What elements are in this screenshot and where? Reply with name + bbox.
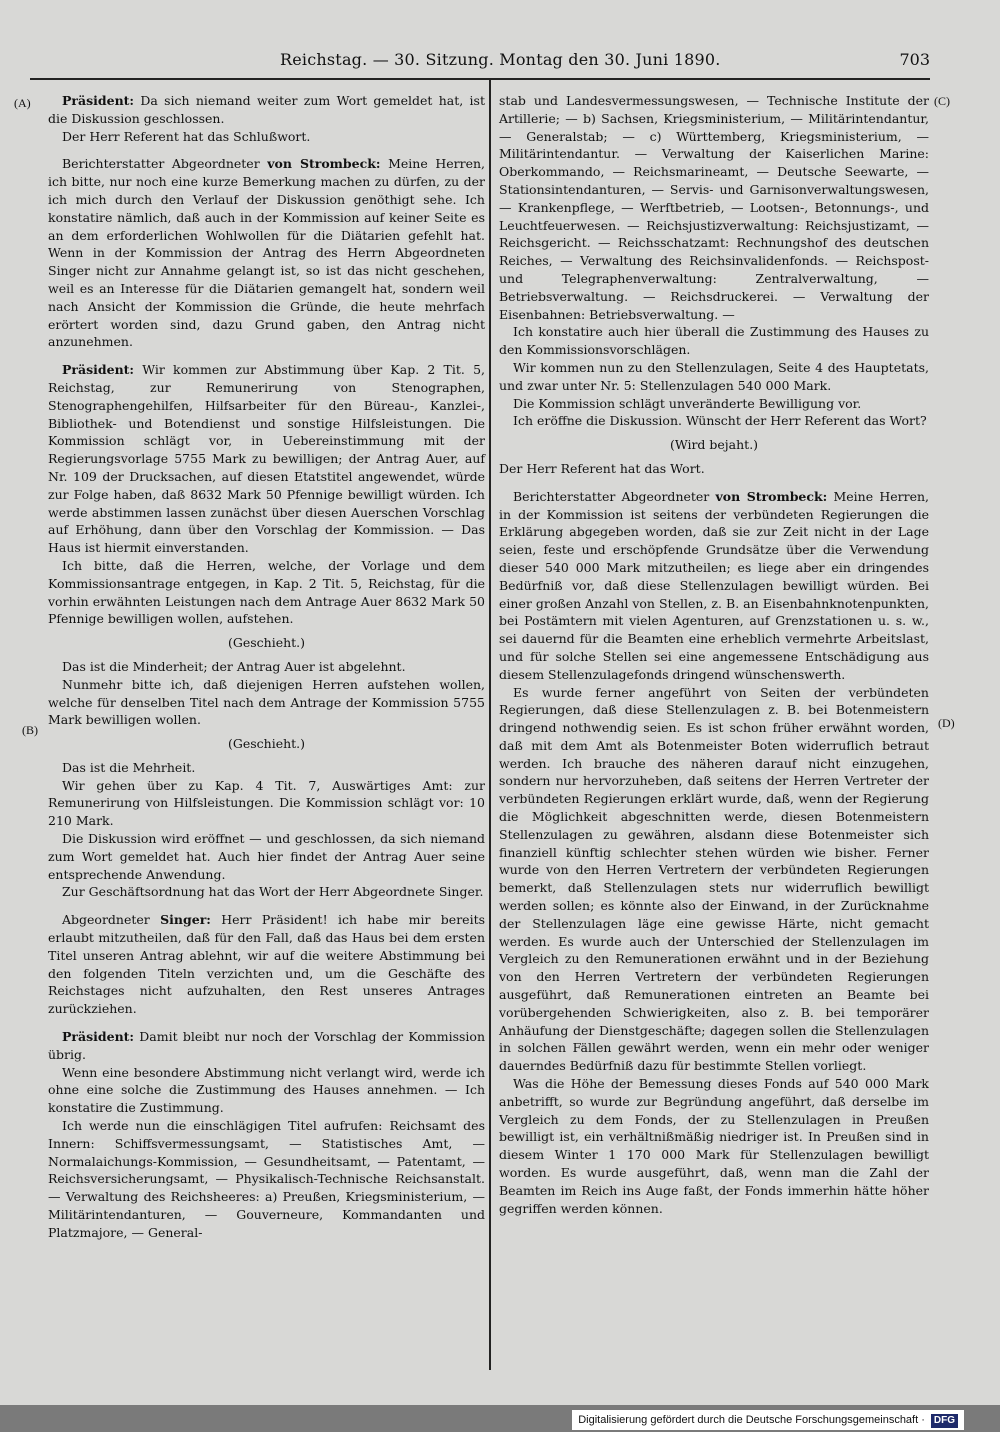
paragraph <box>48 830 485 883</box>
paragraph-text: stab und Landesvermessungswesen, — Technische Institute der Artillerie; — b) Sachsen, Kriegsministerium, — Militärintendantur, — Generalstab; — c) Württemberg, Kriegsministerium, — Militärintendantur. — Verwaltung der Kaiserlichen Marine: Oberkommando, — Reichsmarineamt, — Deutsche Seewarte, — Stationsintendanturen, — Servis- und Garnisonverwaltungswesen, — Krankenpflege, — Werftbetrieb, — Lootsen-, Betonnungs-, und Leuchtfeuerwesen. — Reichsjustizverwaltung: Reichsjustizamt, — Reichsgericht. — Reichsschatzamt: Rechnungshof des deutschen Reiches, — Verwaltung des Reichsinvalidenfonds. — Reichspost- und Telegraphenverwaltung: Zentralverwaltung, — Betriebsverwaltung. — Reichsdruckerei. — Verwaltung der Eisenbahnen: Betriebsverwaltung. — <box>499 93 929 322</box>
paragraph-text: Der Herr Referent hat das Wort. <box>499 460 705 476</box>
paragraph-text: Herr Präsident! ich habe mir bereits erlaubt mitzutheilen, daß für den Fall, daß das Haus bei dem ersten Titel unseren Antrag ablehnt, wir auf die weitere Abstimmung bei den folgenden Titeln verzichten und, um die Geschäfte des Reichstages nicht aufzuhalten, den Rest unseres Antrages zurückziehen. <box>48 912 486 1017</box>
paragraph <box>48 557 485 628</box>
speaker-name: Singer: <box>160 912 211 928</box>
paragraph <box>48 759 485 777</box>
stage-direction: (Wird bejaht.) <box>669 437 759 453</box>
paragraph <box>499 92 929 323</box>
paragraph <box>499 359 929 395</box>
footer-text: Digitalisierung gefördert durch die Deutsche Forschungsgemeinschaft · <box>578 1414 925 1426</box>
paragraph <box>499 1075 929 1217</box>
paragraph-text: Wenn eine besondere Abstimmung nicht verlangt wird, werde ich ohne eine solche die Zustimmung des Hauses annehmen. — Ich konstatire die Zustimmung. <box>48 1064 485 1116</box>
speaker-name: von Strombeck: <box>715 488 828 504</box>
paragraph-text: Was die Höhe der Bemessung dieses Fonds auf 540 000 Mark anbetrifft, so wurde zur Begründung angeführt, daß derselbe im Vergleich zu dem Fonds, der zu Stellenzulagen in Preußen bewilligt ist, ein verhältnißmäßig niedriger ist. In Preußen sind in diesem Winter 1 170 000 Mark für Stellenzulagen bewilligt worden. Es wurde ausgeführt, daß, wenn man die Zahl der Beamten im Reich ins Auge faßt, der Fonds immerhin hätte höher gegriffen werden können. <box>499 1076 929 1216</box>
speaker-role: Abgeordneter <box>62 912 161 928</box>
paragraph-text: Ich bitte, daß die Herren, welche, der Vorlage und dem Kommissionsantrage entgegen, in Kap. 2 Tit. 5, Reichstag, für die vorhin erwähnten Leistungen nach dem Antrage Auer 8632 Mark 50 Pfennige bewilligen wollen, aufstehen. <box>48 557 485 627</box>
speaker-name: Präsident: <box>62 1029 135 1045</box>
stage-direction: (Geschieht.) <box>227 635 306 651</box>
paragraph <box>48 911 485 1018</box>
margin-mark-a: (A) <box>14 96 31 110</box>
paragraph-text: Ich konstatire auch hier überall die Zustimmung des Hauses zu den Kommissionsvorschlägen. <box>499 324 929 358</box>
paragraph <box>48 92 485 128</box>
paragraph-text: Wir gehen über zu Kap. 4 Tit. 7, Auswärtiges Amt: zur Remunerirung von Hilfsleistungen. Die Kommission schlägt vor: 10 210 Mark. <box>48 777 485 829</box>
margin-mark-d: (D) <box>938 716 955 730</box>
page-header <box>280 46 930 74</box>
paragraph <box>499 412 929 430</box>
paragraph <box>48 361 485 557</box>
paragraph <box>499 460 929 478</box>
margin-mark-b: (B) <box>22 723 38 737</box>
paragraph <box>48 658 485 676</box>
paragraph-text: Das ist die Mehrheit. <box>62 759 196 775</box>
right-text-column <box>499 92 929 1217</box>
page-number: 703 <box>899 50 930 69</box>
paragraph <box>48 1117 485 1242</box>
speaker-name: Präsident: <box>62 93 135 108</box>
dfg-logo: DFG <box>931 1414 958 1428</box>
paragraph-text: Damit bleibt nur noch der Vorschlag der Kommission übrig. <box>48 1029 485 1062</box>
paragraph-text: Die Kommission schlägt unveränderte Bewilligung vor. <box>513 395 862 411</box>
left-text-column <box>48 92 485 1242</box>
paragraph-text: Meine Herren, ich bitte, nur noch eine kurze Bemerkung machen zu dürfen, zu der ich mich durch den Verlauf der Diskussion genöthigt sehe. Ich konstatire nämlich, daß auch in der Kommission auf keiner Seite es an dem erforderlichen Wohlwollen für die Diätarien gefehlt hat. Wenn in der Kommission der Antrag des Herrn Abgeordneten Singer nicht zur Annahme gelangt ist, so ist das nicht geschehen, weil es an Interesse für die Diätarien gemangelt hat, sondern weil nach Ansicht der Kommission die Gründe, die heute mehrfach erörtert worden sind, dazu Grund gaben, den Antrag nicht anzunehmen. <box>48 156 485 350</box>
paragraph <box>48 128 485 146</box>
paragraph <box>48 883 485 901</box>
paragraph <box>48 155 485 351</box>
margin-mark-c: (C) <box>934 94 950 108</box>
paragraph-text: Meine Herren, in der Kommission ist seitens der verbündeten Regierungen die Erklärung abgegeben worden, daß sie zur Zeit nicht in der Lage seien, feste und erschöpfende Grundsätze über die Verwendung dieser 540 000 Mark mitzutheilen; es liege aber ein dringendes Bedürfniß vor, daß diese Stellenzulagen bewilligt würden. Bei einer großen Anzahl von Stellen, z. B. an Eisenbahnknotenpunkten, bei Postämtern mit vielen Agenturen, auf Grenzstationen u. s. w., sei dauernd für die Beamten eine erheblich vermehrte Arbeitslast, und für solche Stellen sei eine angemessene Entschädigung aus diesem Stellenzulagefonds dringend wünschenswerth. <box>499 488 929 682</box>
paragraph <box>499 395 929 413</box>
speaker-name: Präsident: <box>62 362 135 378</box>
paragraph <box>48 1028 485 1064</box>
paragraph <box>499 488 929 684</box>
paragraph-text: Der Herr Referent hat das Schlußwort. <box>62 128 311 144</box>
paragraph <box>499 684 929 1076</box>
paragraph-text: Es wurde ferner angeführt von Seiten der verbündeten Regierungen, daß diese Stellenzulagen z. B. bei Botenmeistern dringend nothwendig seien. Es ist schon früher erwähnt worden, daß mit dem Amt als Botenmeister Boten widerruflich betraut werden. Ich brauche des näheren darauf nicht einzugehen, sondern nur hervorzuheben, daß seitens der Herren Vertreter der verbündeten Regierungen erklärt wurde, daß, wenn der Regierung die Möglichkeit abgeschnitten werde, diesen Botenmeistern Stellenzulagen zu gewähren, alsdann diese Botenmeister sich finanziell künftig schlechter stehen würden wie bisher. Ferner wurde von den Herren Vertretern der verbündeten Regierungen bemerkt, daß Stellenzulagen stets nur widerruflich bewilligt werden sollen; es könnte also der Einwand, in der Zurücknahme der Stellenzulagen läge eine gewisse Härte, nicht gemacht werden. Es wurde auch der Unterschied der Stellenzulagen im Vergleich zu den Remunerationen erwähnt und in der Beziehung von den Herren Vertretern der verbündeten Regierungen ausgeführt, daß Remunerationen eintreten an Beamte bei vorübergehenden Schwierigkeiten, also z. B. bei temporärer Anhäufung der Dienstgeschäfte; dagegen sollen die Stellenzulagen in solchen Fällen gewährt werden, wenn ein mehr oder weniger dauerndes Bedürfniß dazu für bestimmte Stellen vorliegt. <box>499 684 929 1074</box>
header-title: Reichstag. — 30. Sitzung. Montag den 30. Juni 1890. <box>280 50 721 69</box>
paragraph <box>48 777 485 830</box>
paragraph-text: Ich eröffne die Diskussion. Wünscht der Herr Referent das Wort? <box>513 413 927 429</box>
dfg-footer <box>572 1410 964 1430</box>
column-divider <box>489 80 491 1370</box>
paragraph <box>48 1064 485 1117</box>
paragraph-text: Das ist die Minderheit; der Antrag Auer ist abgelehnt. <box>62 658 406 674</box>
speaker-role: Berichterstatter Abgeordneter <box>513 488 716 504</box>
paragraph-text: Wir kommen nun zu den Stellenzulagen, Seite 4 des Hauptetats, und zwar unter Nr. 5: Stellenzulagen 540 000 Mark. <box>499 359 929 393</box>
paragraph-text: Zur Geschäftsordnung hat das Wort der Herr Abgeordnete Singer. <box>62 884 484 900</box>
paragraph-text: Wir kommen zur Abstimmung über Kap. 2 Tit. 5, Reichstag, zur Remunerirung von Stenographen, Stenographengehilfen, Hilfsarbeiter für den Büreau-, Kanzlei-, Bibliothek- und Botendienst und sonstige Hilfsleistungen. Die Kommission schlägt vor, in Uebereinstimmung mit der Regierungsvorlage 5755 Mark zu bewilligen; der Antrag Auer, auf Nr. 109 der Drucksachen, auf diesen Etatstitel angewendet, würde zur Folge haben, daß 8632 Mark 50 Pfennige bewilligt würden. Ich werde abstimmen lassen zunächst über diesen Auerschen Vorschlag auf Erhöhung, dann über den Vorschlag der Kommission. — Das Haus ist hiermit einverstanden. <box>48 362 485 556</box>
stage-direction: (Geschieht.) <box>227 736 306 752</box>
paragraph-text: Ich werde nun die einschlägigen Titel aufrufen: Reichsamt des Innern: Schiffsvermessungsamt, — Statistisches Amt, — Normalaichungs-Kommission, — Gesundheitsamt, — Patentamt, — Reichsversicherungsamt, — Physikalisch-Technische Reichsanstalt. — Verwaltung des Reichsheeres: a) Preußen, Kriegsministerium, — Militärintendanturen, — Gouverneure, Kommandanten und Platzmajore, — General- <box>48 1118 485 1240</box>
speaker-name: von Strombeck: <box>267 156 381 172</box>
paragraph-text: Die Diskussion wird eröffnet — und geschlossen, da sich niemand zum Wort gemeldet hat. Auch hier findet der Antrag Auer seine entsprechende Anwendung. <box>48 831 485 882</box>
paragraph-text: Da sich niemand weiter zum Wort gemeldet hat, ist die Diskussion geschlossen. <box>48 93 485 126</box>
paragraph <box>48 676 485 729</box>
paragraph-text: Nunmehr bitte ich, daß diejenigen Herren aufstehen wollen, welche für denselben Titel nach dem Antrage der Kommission 5755 Mark bewilligen wollen. <box>48 676 485 728</box>
speaker-role: Berichterstatter Abgeordneter <box>62 156 268 172</box>
paragraph <box>499 323 929 359</box>
header-rule <box>30 78 930 80</box>
